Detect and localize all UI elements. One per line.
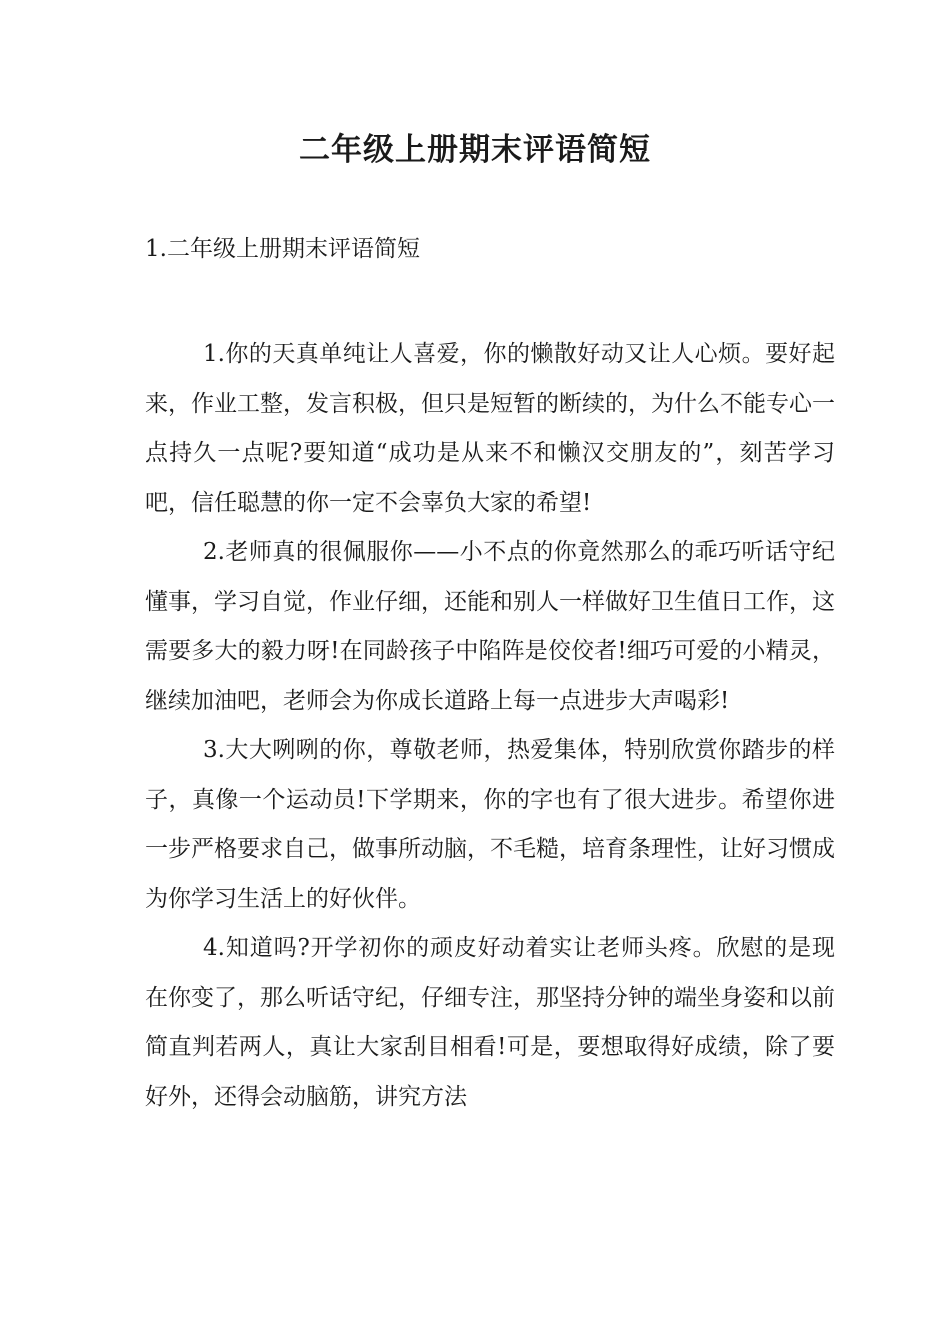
document-title: 二年级上册期末评语简短 xyxy=(299,132,651,168)
document-body xyxy=(145,330,835,1122)
paragraph-1: 1.你的天真单纯让人喜爱，你的懒散好动又让人心烦。要好起来，作业工整，发言积极，但只是短暂的断续的，为什么不能专心一点持久一点呢?要知道“成功是从来不和懒汉交朋友的”，刻苦学习吧，信任聪慧的你一定不会辜负大家的希望! xyxy=(145,341,835,516)
paragraph-2: 2.老师真的很佩服你——小不点的你竟然那么的乖巧听话守纪懂事，学习自觉，作业仔细，还能和别人一样做好卫生值日工作，这需要多大的毅力呀!在同龄孩子中陷阵是佼佼者!细巧可爱的小精灵，继续加油吧，老师会为你成长道路上每一点进步大声喝彩! xyxy=(145,539,835,714)
section-heading: 1.二年级上册期末评语简短 xyxy=(145,236,420,262)
paragraph-3: 3.大大咧咧的你，尊敬老师，热爱集体，特别欣赏你踏步的样子，真像一个运动员!下学期来，你的字也有了很大进步。希望你进一步严格要求自己，做事所动脑，不毛糙，培育条理性，让好习惯成为你学习生活上的好伙伴。 xyxy=(145,737,835,912)
paragraph-4: 4.知道吗?开学初你的顽皮好动着实让老师头疼。欣慰的是现在你变了，那么听话守纪，仔细专注，那坚持分钟的端坐身姿和以前简直判若两人，真让大家刮目相看!可是，要想取得好成绩，除了要好外，还得会动脑筋，讲究方法 xyxy=(145,935,835,1110)
